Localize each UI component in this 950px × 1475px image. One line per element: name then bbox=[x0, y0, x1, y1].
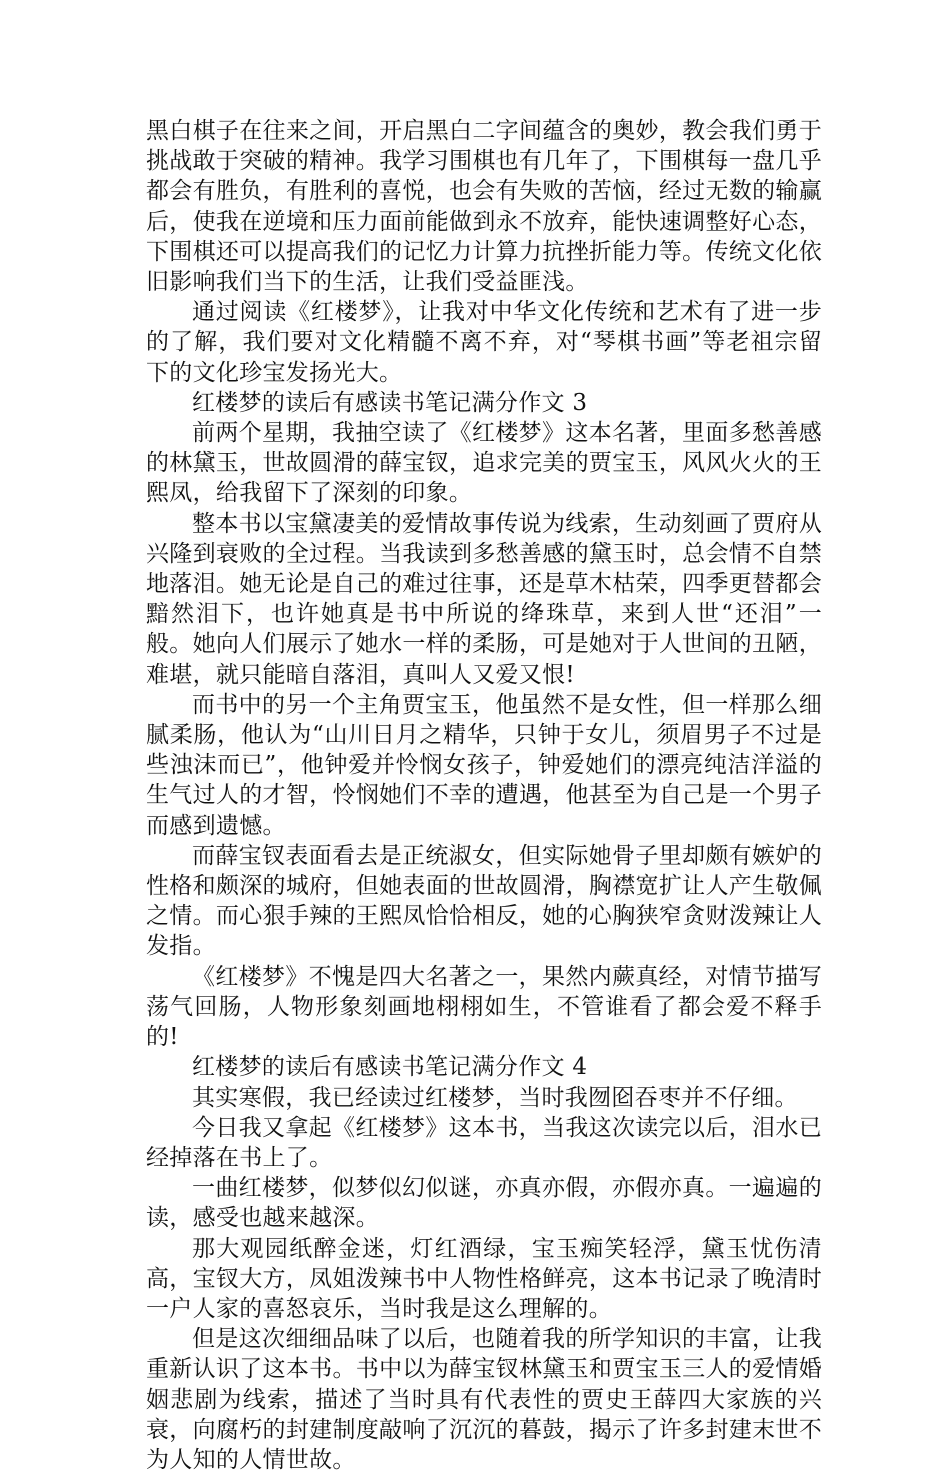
paragraph: 整本书以宝黛凄美的爱情故事传说为线索，生动刻画了贾府从兴隆到衰败的全过程。当我读到多愁善感的黛玉时，总会情不自禁地落泪。她无论是自己的难过往事，还是草木枯荣，四季更替都会黯然泪下，也许她真是书中所说的绛珠草，来到人世“还泪”一般。她向人们展示了她水一样的柔肠，可是她对于人世间的丑陋，难堪，就只能暗自落泪，真叫人又爱又恨! bbox=[146, 510, 822, 688]
paragraph: 但是这次细细品味了以后，也随着我的所学知识的丰富，让我重新认识了这本书。书中以为薛宝钗林黛玉和贾宝玉三人的爱情婚姻悲剧为线索，描述了当时具有代表性的贾史王薛四大家族的兴衰，向腐朽的封建制度敲响了沉沉的暮鼓，揭示了许多封建末世不为人知的人情世故。 bbox=[146, 1326, 822, 1473]
paragraph: 今日我又拿起《红楼梦》这本书，当我这次读完以后，泪水已经掉落在书上了。 bbox=[146, 1114, 822, 1171]
paragraph: 前两个星期，我抽空读了《红楼梦》这本名著，里面多愁善感的林黛玉，世故圆滑的薛宝钗，追求完美的贾宝玉，风风火火的王熙凤，给我留下了深刻的印象。 bbox=[146, 420, 822, 507]
paragraph: 而书中的另一个主角贾宝玉，他虽然不是女性，但一样那么细腻柔肠，他认为“山川日月之精华，只钟于女儿，须眉男子不过是些浊沫而已”，他钟爱并怜悯女孩子，钟爱她们的漂亮纯洁洋溢的生气过人的才智，怜悯她们不幸的遭遇，他甚至为自己是一个男子而感到遗憾。 bbox=[146, 691, 822, 839]
paragraph: 黑白棋子在往来之间，开启黑白二字间蕴含的奥妙，教会我们勇于挑战敢于突破的精神。我学习围棋也有几年了，下围棋每一盘几乎都会有胜负，有胜利的喜悦，也会有失败的苦恼，经过无数的输赢后，使我在逆境和压力面前能做到永不放弃，能快速调整好心态，下围棋还可以提高我们的记忆力计算力抗挫折能力等。传统文化依旧影响我们当下的生活，让我们受益匪浅。 bbox=[146, 118, 822, 296]
paragraph: 一曲红楼梦，似梦似幻似谜，亦真亦假，亦假亦真。一遍遍的读，感受也越来越深。 bbox=[146, 1175, 822, 1232]
section-heading: 红楼梦的读后有感读书笔记满分作文 4 bbox=[192, 1054, 588, 1081]
paragraph: 其实寒假，我已经读过红楼梦，当时我囫囵吞枣并不仔细。 bbox=[192, 1084, 798, 1111]
document-body bbox=[146, 116, 822, 1475]
paragraph: 《红楼梦》不愧是四大名著之一，果然内蕨真经，对情节描写荡气回肠，人物形象刻画地栩栩如生，不管谁看了都会爱不释手的! bbox=[146, 963, 822, 1051]
paragraph: 而薛宝钗表面看去是正统淑女，但实际她骨子里却颇有嫉妒的性格和颇深的城府，但她表面的世故圆滑，胸襟宽扩让人产生敬佩之情。而心狠手辣的王熙凤恰恰相反，她的心胸狭窄贪财泼辣让人发指。 bbox=[146, 842, 822, 960]
section-heading: 红楼梦的读后有感读书笔记满分作文 3 bbox=[192, 389, 588, 416]
paragraph: 通过阅读《红楼梦》，让我对中华文化传统和艺术有了进一步的了解，我们要对文化精髓不离不弃，对“琴棋书画”等老祖宗留下的文化珍宝发扬光大。 bbox=[146, 299, 822, 386]
paragraph: 那大观园纸醉金迷，灯红酒绿，宝玉痴笑轻浮，黛玉忧伤清高，宝钗大方，凤姐泼辣书中人物性格鲜亮，这本书记录了晚清时一户人家的喜怒哀乐，当时我是这么理解的。 bbox=[146, 1235, 822, 1322]
